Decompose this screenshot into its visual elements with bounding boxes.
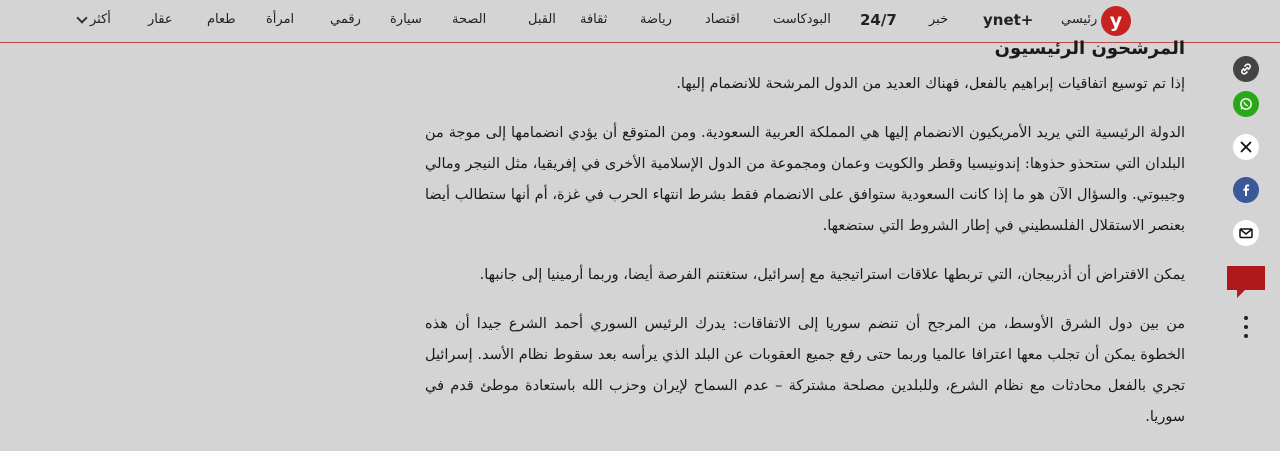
nav-more-dropdown[interactable] xyxy=(78,12,111,27)
nav-item-sports[interactable]: رياضة xyxy=(640,12,672,27)
link-icon xyxy=(1238,61,1254,77)
nav-more-label: أكثر xyxy=(90,12,111,27)
nav-item-car[interactable]: سيارة xyxy=(390,12,422,27)
mail-share-button[interactable] xyxy=(1233,220,1259,246)
article-body xyxy=(425,38,1185,451)
nav-item-24-7[interactable]: 24/7 xyxy=(860,11,897,29)
nav-item-ynet-plus[interactable]: ynet+ xyxy=(983,11,1034,29)
x-icon xyxy=(1238,139,1254,155)
section-heading: المرشحون الرئيسيون xyxy=(994,38,1185,59)
comment-icon xyxy=(1225,264,1267,300)
facebook-share-button[interactable] xyxy=(1233,177,1259,203)
nav-item-woman[interactable]: امرأة xyxy=(266,12,295,27)
more-options-button[interactable] xyxy=(1240,316,1252,338)
whatsapp-share-button[interactable] xyxy=(1233,91,1259,117)
whatsapp-icon xyxy=(1238,96,1254,112)
chevron-down-icon xyxy=(76,12,87,23)
nav-item-home[interactable]: رئيسي xyxy=(1061,12,1098,27)
facebook-icon xyxy=(1238,182,1254,198)
article-paragraph: يمكن الافتراض أن أذربيجان، التي تربطها علاقات استراتيجية مع إسرائيل، ستغتنم الفرصة أيضا، وربما أرمينيا إلى جانبها. xyxy=(479,267,1185,283)
article-paragraph: الدولة الرئيسية التي يريد الأمريكيون الانضمام إليها هي المملكة العربية السعودية. ومن المتوقع أن يؤدي انضمامها إلى موجة من البلدان التي ستحذو حذوها: إندونيسيا وقطر والكويت وعمان ومجموعة من الدول الإسلامية الأخرى في إفريقيا، مثل النيجر ومالي وجيبوتي. والسؤال الآن هو ما إذا كانت السعودية ستوافق على الانضمام فقط بشرط انتهاء الحرب في غزة، أم أنها ستطالب أيضا بعنصر الاستقلال الفلسطيني في إطار الشروط التي ستضعها. xyxy=(425,125,1185,234)
x-share-button[interactable] xyxy=(1233,134,1259,160)
nav-item-culture[interactable]: ثقافة xyxy=(580,12,608,27)
nav-item-alqabal[interactable]: القبل xyxy=(528,12,556,27)
nav-item-economy[interactable]: اقتصاد xyxy=(705,12,740,27)
nav-item-digital[interactable]: رقمي xyxy=(330,12,361,27)
comments-button[interactable] xyxy=(1225,264,1267,300)
copy-link-button[interactable] xyxy=(1233,56,1259,82)
article-paragraph: من بين دول الشرق الأوسط، من المرجح أن تنضم سوريا إلى الاتفاقات: يدرك الرئيس السوري أحمد الشرع جيدا أن هذه الخطوة يمكن أن تجلب معها اعترافا عالميا وربما حتى رفع جميع العقوبات عن البلد الذي يرأسه بعد سقوط نظام الأسد. إسرائيل تجري بالفعل محادثات مع نظام الشرع، وللبلدين مصلحة مشتركة – عدم السماح لإيران وحزب الله باستعادة موطئ قدم في سوريا. xyxy=(425,316,1186,425)
ynet-logo[interactable]: y xyxy=(1101,6,1131,36)
mail-icon xyxy=(1238,225,1254,241)
top-navigation-bar xyxy=(0,0,1280,43)
nav-item-news[interactable]: خبر xyxy=(929,12,949,27)
nav-item-health[interactable]: الصحة xyxy=(452,12,487,27)
nav-item-podcast[interactable]: البودكاست xyxy=(773,12,831,27)
nav-item-real-estate[interactable]: عقار xyxy=(148,12,173,27)
more-vertical-icon xyxy=(1244,316,1248,320)
article-paragraph: إذا تم توسيع اتفاقيات إبراهيم بالفعل، فهناك العديد من الدول المرشحة للانضمام إليها. xyxy=(676,76,1185,92)
nav-item-food[interactable]: طعام xyxy=(207,12,236,27)
